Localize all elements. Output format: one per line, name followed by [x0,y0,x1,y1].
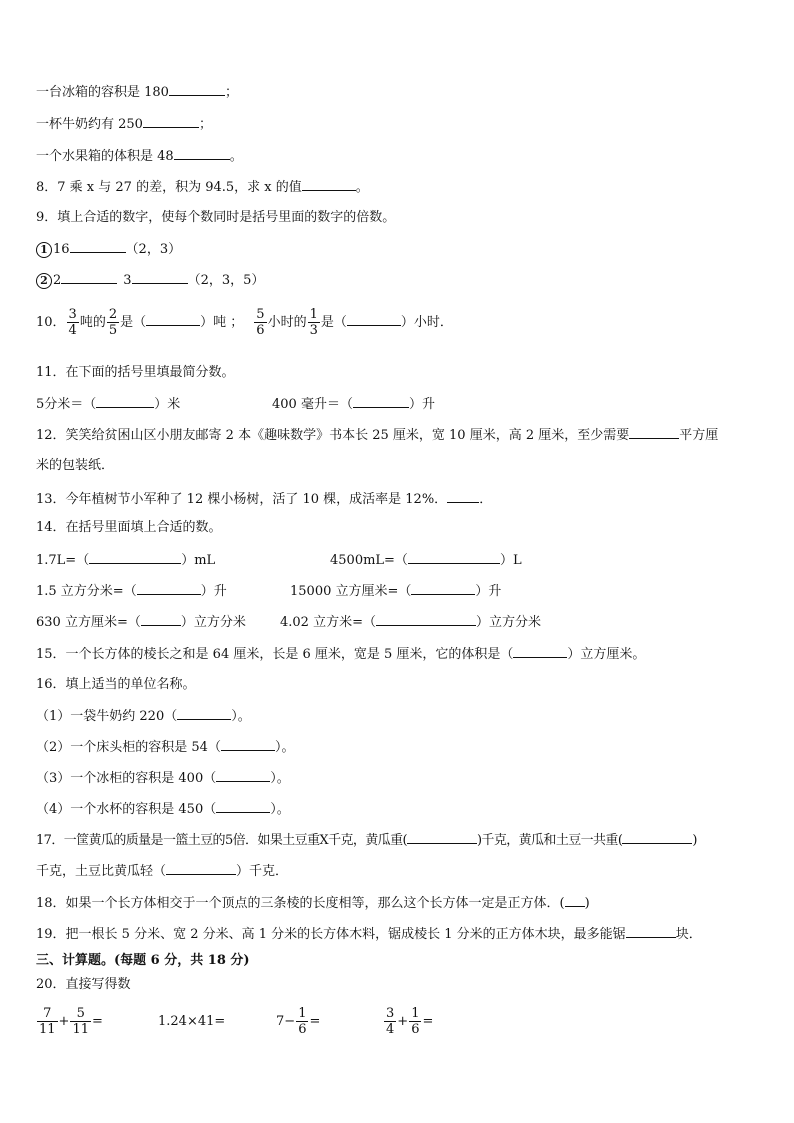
question-12-line-2 [36,457,114,475]
fill-line-fridge [36,83,238,102]
divisors-text: （2，3，5） [187,273,265,288]
question-text: )千克，黄瓜和土豆一共重( [476,833,623,848]
question-20 [36,976,131,994]
question-text: 12．笑笑给贫困山区小朋友邮寄 2 本《趣味数学》书本长 25 厘米，宽 10 厘米，高 2 厘米，至少需要 [36,428,630,443]
expression-3 [276,1004,320,1040]
answer-blank[interactable] [216,769,270,782]
question-18 [36,894,590,913]
question-text: ）mL [181,553,216,568]
answer-blank[interactable] [629,426,679,439]
question-14-r1b [330,551,522,570]
answer-blank[interactable] [411,582,475,595]
fraction: $\frac{5}{11}$ [72,1006,89,1037]
question-text: 块． [675,927,702,942]
punct: 。 [229,149,243,164]
question-11-a [36,395,180,414]
question-19 [36,925,702,944]
question-text: ）升 [475,584,502,599]
answer-blank[interactable] [166,862,236,875]
question-text: 1.5 立方分米=（ [36,584,137,599]
fraction: $\frac{5}{6}$ [256,307,265,338]
question-text: 400 毫升＝（ [272,397,353,412]
question-text: 15．一个长方体的棱长之和是 64 厘米，长是 6 厘米，宽是 5 厘米，它的体积是（ [36,647,514,662]
fraction: $\frac{2}{5}$ [108,307,118,338]
section-title: 三、计算题。(每题 6 分，共 18 分) [36,953,250,968]
answer-blank[interactable] [626,925,676,938]
answer-blank[interactable] [96,395,154,408]
question-text: 9．填上合适的数字，使每个数同时是括号里面的数字的倍数。 [36,210,396,225]
operator: − [284,1014,296,1029]
question-16-item [36,769,290,788]
question-text: ）立方分米 [180,615,246,630]
answer-blank[interactable] [302,178,356,191]
punct: ． [479,492,493,507]
answer-blank[interactable] [221,738,275,751]
question-text: ）立方厘米。 [567,647,646,662]
equals: = [309,1014,321,1029]
fill-line-text: 一台冰箱的容积是 180 [36,85,169,100]
question-text: ）升 [200,584,227,599]
question-text: （2）一个床头柜的容积是 54（ [36,740,221,755]
question-16-item [36,707,251,726]
question-text: ）米 [154,397,181,412]
fraction: $\frac{3}{4}$ [386,1006,395,1037]
question-14-r2b [290,582,501,601]
question-11-b [272,395,435,414]
punct: ； [198,117,212,132]
fraction: $\frac{1}{6}$ [411,1006,420,1037]
expression-2 [158,1013,225,1031]
question-text: （4）一个水杯的容积是 450（ [36,802,217,817]
answer-blank[interactable] [216,800,270,813]
question-text: 千克，土豆比黄瓜轻（ [36,864,167,879]
question-text: ）L [499,553,522,568]
answer-blank[interactable] [513,645,567,658]
answer-blank[interactable] [347,313,401,326]
answer-blank[interactable] [622,831,692,844]
question-17-line-2 [36,862,288,881]
question-text: ）立方分米 [475,615,541,630]
fill-line-fruit-box [36,147,243,166]
question-14-r3b [280,613,541,632]
question-text: 1.7L=（ [36,553,90,568]
answer-blank[interactable] [61,271,117,284]
question-17: 17．一筐黄瓜的质量是一篮土豆的5倍．如果土豆重X千克，黄瓜重( )千克，黄瓜和土豆一共重( ) [36,833,697,848]
question-text: （3）一个冰柜的容积是 400（ [36,771,217,786]
answer-blank[interactable] [447,490,479,503]
punct: ； [224,85,238,100]
question-10 [36,306,453,340]
answer-blank[interactable] [353,395,409,408]
number-text: 16 [53,242,70,257]
answer-blank[interactable] [407,831,477,844]
question-9-item-2 [36,271,264,290]
answer-blank[interactable] [408,551,500,564]
question-13 [36,490,492,509]
answer-blank[interactable] [89,551,181,564]
number-text: 3 [123,273,132,288]
question-text: 小时的 [267,315,307,330]
question-text: ）小时． [400,315,453,330]
punct: ) [584,896,590,911]
question-11 [36,364,235,382]
question-16-item [36,800,290,819]
equals: = [422,1014,434,1029]
divisors-text: （2，3） [125,242,182,257]
expression-4 [383,1004,433,1040]
question-text: ）升 [408,397,435,412]
question-14-r1a [36,551,215,570]
answer-blank[interactable] [177,707,231,720]
question-text: 11．在下面的括号里填最简分数。 [36,365,235,380]
equals: = [92,1014,103,1029]
answer-blank[interactable] [146,313,200,326]
question-16 [36,676,196,694]
question-text: 18．如果一个长方体相交于一个顶点的三条棱的长度相等，那么这个长方体一定是正方体．( [36,896,565,911]
answer-blank[interactable] [137,582,201,595]
question-text: 19．把一根长 5 分米、宽 2 分米、高 1 分米的长方体木料，锯成棱长 1 分米的正方体木块，最多能锯 [36,927,626,942]
question-text: ）。 [270,802,290,817]
question-text: 4.02 立方米=（ [280,615,376,630]
question-text: 吨的 [79,315,106,330]
question-15 [36,645,645,664]
question-14-r2a [36,582,227,601]
fraction: $\frac{1}{3}$ [309,307,318,338]
answer-blank[interactable] [174,147,230,160]
answer-blank[interactable] [143,115,199,128]
answer-blank[interactable] [565,894,585,907]
answer-blank[interactable] [141,613,181,626]
expression-1 [36,1004,103,1040]
fill-line-milk [36,115,212,134]
fraction: $\frac{3}{4}$ [68,307,77,338]
question-text: 20．直接写得数 [36,977,131,992]
answer-blank[interactable] [70,240,126,253]
circled-number: 2 [36,273,52,289]
question-text: 是（ [320,315,347,330]
section-heading [36,952,250,970]
question-text: ）吨 ； [200,315,244,330]
question-text: 16．填上适当的单位名称。 [36,677,196,692]
question-text: 14．在括号里面填上合适的数。 [36,520,222,535]
number-text: 7 [276,1014,285,1029]
question-text: （1）一袋牛奶约 220（ [36,709,178,724]
question-text: ）。 [231,709,251,724]
question-text: 15000 立方厘米=（ [290,584,412,599]
question-text: ）。 [270,771,290,786]
question-text: 米的包装纸． [36,458,115,473]
question-text: 是（ [120,315,147,330]
question-8 [36,178,369,197]
punct: 。 [355,180,369,195]
expression-text: 1.24×41= [158,1014,226,1029]
question-number: 10． [36,315,66,330]
question-text: 13．今年植树节小军种了 12 棵小杨树，活了 10 棵，成活率是 12%． [36,492,448,507]
question-text: 5分米＝（ [36,397,97,412]
fill-line-text: 一杯牛奶约有 250 [36,117,143,132]
operator: + [58,1014,70,1029]
question-text: 17．一筐黄瓜的质量是一篮土豆的5倍．如果土豆重X千克，黄瓜重( [36,833,407,848]
fraction: $\frac{7}{11}$ [39,1006,56,1037]
question-text: 8．7 乘 x 与 27 的差，积为 94.5，求 x 的值 [36,180,302,195]
question-text: ）千克． [236,864,289,879]
question-9 [36,209,395,227]
question-text: 平方厘 [679,428,719,443]
answer-blank[interactable] [376,613,476,626]
question-text: 630 立方厘米=（ [36,615,141,630]
question-text: ）。 [274,740,295,755]
question-9-item-1 [36,240,181,259]
question-14 [36,519,222,537]
question-text: 4500mL=（ [330,553,408,568]
fraction: $\frac{1}{6}$ [298,1006,307,1037]
operator: + [397,1014,409,1029]
answer-blank[interactable] [169,83,225,96]
question-14-r3a [36,613,246,632]
question-12 [36,426,718,445]
answer-blank[interactable] [132,271,188,284]
question-16-item [36,738,294,757]
number-text: 2 [53,273,62,288]
circled-number: 1 [36,242,52,258]
fill-line-text: 一个水果箱的体积是 48 [36,149,174,164]
